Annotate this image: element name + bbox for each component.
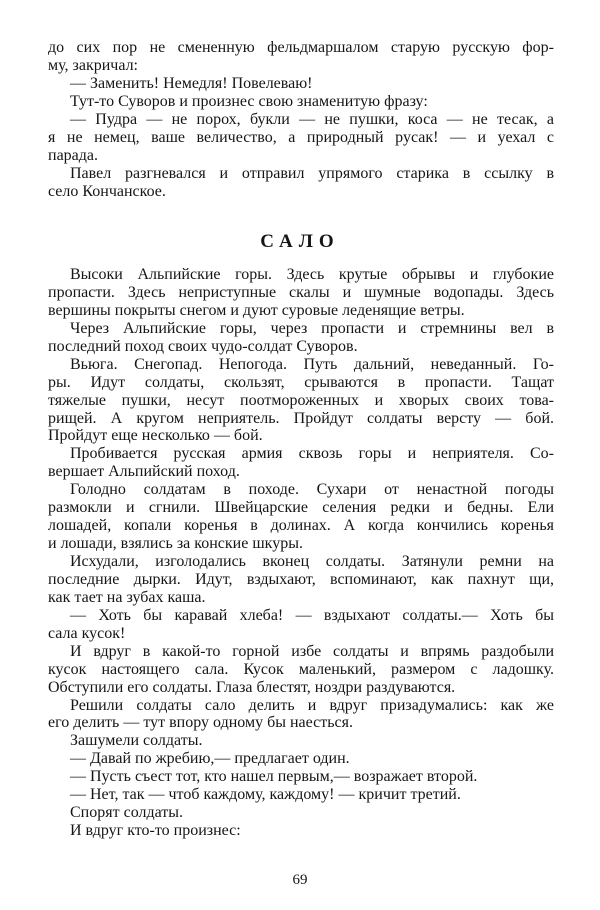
text-line: Павел разгневался и отправил упрямого старика в ссылку в: [70, 165, 554, 182]
text-line: му, закричал:: [48, 57, 138, 74]
text-line: рищей. А кругом неприятель. Пройдут солдаты версту — бой.: [48, 409, 554, 427]
paragraph: [48, 111, 554, 165]
page-number: 69: [292, 872, 308, 888]
text-line: последние дырки. Идут, вздыхают, вспоминают, как пахнут щи,: [48, 570, 554, 588]
text-line: Через Альпийские горы, через пропасти и стремнины вел в: [70, 319, 554, 337]
paragraph: [48, 732, 554, 750]
text-line: Обступили его солдаты. Глаза блестят, ноздри раздуваются.: [48, 678, 456, 696]
text-line: Вьюга. Снегопад. Непогода. Путь дальний, неведанный. Го-: [70, 355, 554, 373]
text-line: село Кончанское.: [48, 183, 166, 200]
text-line: И вдруг кто-то произнес:: [70, 822, 241, 840]
paragraph: [48, 804, 554, 822]
paragraph: [48, 553, 554, 607]
text-line: Пройдут еще несколько — бой.: [48, 427, 263, 445]
text-line: — Пудра — не порох, букли — не пушки, коса — не тесак, а: [70, 111, 554, 128]
text-line: Голодно солдатам в походе. Сухари от ненастной погоды: [70, 481, 554, 499]
text-line: сала кусок!: [48, 624, 126, 642]
text-line: Исхудали, изголодались вконец солдаты. Затянули ремни на: [70, 553, 554, 570]
paragraph: [48, 481, 554, 553]
text-line: — Пусть съест тот, кто нашел первым,— возражает второй.: [70, 768, 478, 786]
text-line: его делить — тут впору одному бы наесться.: [48, 714, 353, 732]
text-line: — Давай по жребию,— предлагает один.: [70, 750, 350, 768]
text-line: — Заменить! Немедля! Повелеваю!: [70, 75, 313, 92]
text-line: И вдруг в какой-то горной избе солдаты и впрямь раздобыли: [70, 642, 554, 660]
text-line: и лошади, взялись за конские шкуры.: [48, 535, 303, 553]
text-line: Спорят солдаты.: [70, 804, 184, 822]
previous-section-text: [48, 39, 554, 201]
paragraph: [48, 75, 554, 93]
paragraph: [48, 697, 554, 733]
text-line: ры. Идут солдаты, скользят, срываются в пропасти. Тащат: [48, 373, 554, 391]
paragraph: [48, 768, 554, 786]
chapter-title: САЛО: [260, 231, 340, 252]
text-line: вершины покрыты снегом и дуют суровые леденящие ветры.: [48, 301, 465, 319]
text-line: как тает на зубах каша.: [48, 588, 206, 606]
text-line: лошадей, копали коренья в долинах. А когда кончились коренья: [48, 517, 554, 535]
text-line: размокли и сгнили. Швейцарские селения редки и бедны. Ели: [48, 499, 554, 517]
chapter-body-text: [48, 266, 554, 840]
paragraph: [48, 356, 554, 446]
text-line: вершает Альпийский поход.: [48, 463, 240, 481]
paragraph: [48, 445, 554, 481]
paragraph: [48, 266, 554, 320]
text-line: Пробивается русская армия сквозь горы и неприятеля. Со-: [70, 445, 554, 463]
paragraph: [48, 39, 554, 75]
text-line: последний поход своих чудо-солдат Суворов.: [48, 337, 358, 355]
text-line: — Хоть бы каравай хлеба! — вздыхают солдаты.— Хоть бы: [70, 606, 554, 624]
text-line: тяжелые пушки, несут поотмороженных и хворых своих това-: [48, 391, 554, 409]
text-line: я не немец, ваше величество, а природный русак! — и уехал с: [48, 129, 554, 146]
paragraph: [48, 607, 554, 643]
text-line: Решили солдаты сало делить и вдруг призадумались: как же: [70, 696, 554, 714]
paragraph: [48, 165, 554, 201]
text-line: кусок настоящего сала. Кусок маленький, размером с ладошку.: [48, 660, 554, 678]
text-line: Зашумели солдаты.: [70, 732, 203, 750]
text-line: — Нет, так — чтоб каждому, каждому! — кричит третий.: [70, 786, 461, 804]
paragraph: [48, 786, 554, 804]
text-line: парада.: [48, 147, 99, 164]
paragraph: [48, 320, 554, 356]
paragraph: [48, 750, 554, 768]
paragraph: [48, 93, 554, 111]
text-line: пропасти. Здесь неприступные скалы и шумные водопады. Здесь: [48, 283, 554, 301]
paragraph: [48, 643, 554, 697]
text-line: Высоки Альпийские горы. Здесь крутые обрывы и глубокие: [70, 266, 554, 283]
paragraph: [48, 822, 554, 840]
text-line: Тут-то Суворов и произнес свою знаменитую фразу:: [70, 93, 428, 110]
text-line: до сих пор не смененную фельдмаршалом старую русскую фор-: [48, 39, 554, 56]
